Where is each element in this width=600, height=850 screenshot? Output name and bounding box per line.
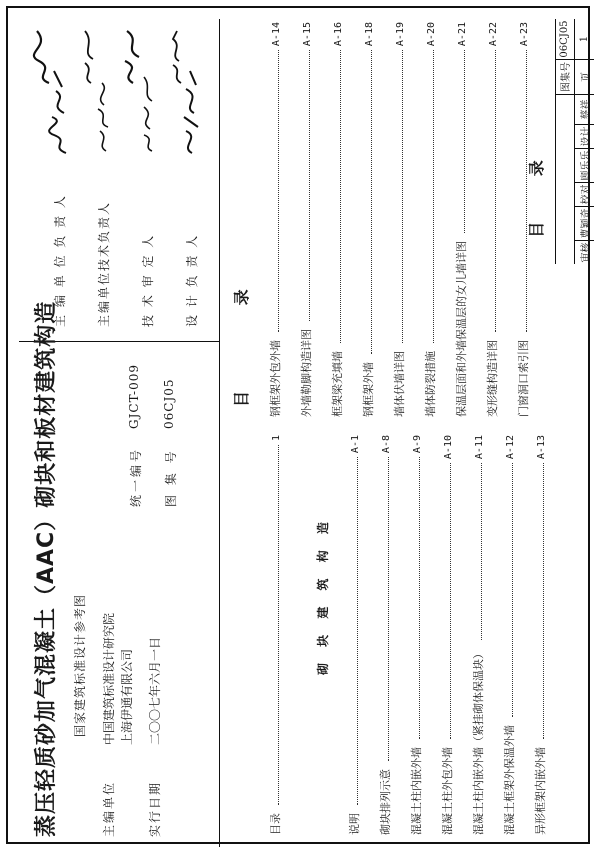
toc-item-title: 混凝土框架外保温外墙	[503, 725, 516, 835]
check-label: 校对	[575, 182, 594, 206]
toc-item-page: A-20	[426, 22, 437, 47]
toc-item-title: 门窗洞口索引图	[517, 340, 530, 417]
person-row	[37, 67, 81, 327]
design-label: 设计	[575, 124, 594, 148]
person-role: 技 术 审 定 人	[140, 233, 155, 327]
page-number: 1	[579, 35, 590, 43]
toc-item-page: A-23	[519, 22, 530, 47]
toc-item-page: 1	[271, 435, 282, 442]
toc-item-page: A-11	[474, 435, 485, 460]
chief-editor-line: 上海伊通有限公司	[120, 648, 134, 745]
toc-item-title: 外墙勒脚构造详图	[300, 329, 313, 417]
toc-item-page: A-10	[443, 435, 454, 460]
toc-item-page: A-12	[505, 435, 516, 460]
review-name: 曹颖奇	[575, 206, 594, 240]
divider-horizontal	[219, 19, 220, 847]
publisher-info	[73, 517, 174, 837]
signature-image	[73, 27, 103, 87]
person-role: 主编单位技术负责人	[96, 200, 111, 327]
toc-item[interactable]	[329, 22, 360, 417]
toc-heading: 目 录	[232, 249, 251, 407]
check-name: 顾乐乐	[575, 148, 594, 182]
signature-image	[117, 27, 147, 87]
unified-number: GJCT-009	[127, 364, 141, 429]
atlas-number: 06CJ05	[162, 378, 176, 429]
toc-item-page: A-14	[271, 22, 282, 47]
implement-label: 实行日期	[148, 780, 162, 837]
design-name: 蔡祥	[575, 94, 594, 124]
title-block-atlas-number: 06CJ05	[559, 20, 570, 58]
toc-item-title: 说明	[348, 813, 361, 835]
toc-item[interactable]	[470, 435, 501, 835]
chief-editor-row	[100, 517, 136, 837]
toc-item-title: 墙体防裂措施	[424, 351, 437, 417]
toc-item-title: 砌块排列示意	[379, 769, 392, 835]
toc-item-page: A-22	[488, 22, 499, 47]
toc-item-title: 框架梁充填墙	[331, 351, 344, 417]
title-block	[526, 19, 593, 264]
drawing-frame	[6, 6, 590, 844]
toc-item[interactable]	[453, 22, 484, 417]
toc-item-title: 异形框架内嵌外墙	[534, 747, 547, 835]
signature-column	[29, 27, 205, 87]
toc-item-title: 钢框架外墙	[362, 362, 375, 417]
toc-item-page: A-1	[350, 435, 361, 454]
toc-item-title: 目录	[269, 813, 282, 835]
toc-item-page: A-15	[302, 22, 313, 47]
sheet-rotated	[19, 19, 593, 847]
title-block-atlas-label: 图集号	[555, 59, 574, 94]
signature-image	[161, 27, 191, 87]
toc-item[interactable]	[422, 22, 453, 417]
toc-item-title: 混凝土柱内嵌外墙	[410, 747, 423, 835]
toc-item[interactable]	[346, 435, 377, 835]
toc-item[interactable]	[501, 435, 532, 835]
toc-item-title: 墙体伏墙详图	[393, 351, 406, 417]
responsible-persons	[37, 67, 213, 327]
toc-item[interactable]	[532, 435, 563, 835]
toc-item-page: A-16	[333, 22, 344, 47]
atlas-number-label: 图 集 号	[164, 448, 178, 507]
person-row	[169, 67, 213, 327]
toc-item-title: 变形缝构造详图	[486, 340, 499, 417]
toc-item-page: A-9	[412, 435, 423, 454]
toc-left-column	[267, 435, 563, 835]
page-label: 页	[575, 59, 594, 94]
chief-editor-line: 中国建筑标准设计研究院	[102, 612, 116, 745]
person-row	[125, 67, 169, 327]
toc-item[interactable]	[267, 22, 298, 417]
review-label: 审核	[575, 240, 594, 264]
document-title: 蒸压轻质砂加气混凝土（AAC）砌块和板材建筑构造	[34, 300, 59, 837]
toc-right-column	[267, 22, 546, 417]
document-codes	[127, 364, 197, 507]
person-row	[81, 67, 125, 327]
implement-date: 二〇〇七年六月一日	[148, 636, 162, 745]
title-block-name: 目 录	[526, 140, 546, 238]
signature-image	[29, 27, 59, 87]
toc-item[interactable]	[439, 435, 470, 835]
reference-note: 国家建筑标准设计参考图	[73, 593, 87, 737]
implement-date-row	[146, 517, 164, 837]
toc-item-title: 混凝土柱内嵌外墙（紧挂砌体保温块）	[472, 648, 485, 835]
person-role: 设 计 负 责 人	[184, 233, 199, 327]
toc-item[interactable]	[391, 22, 422, 417]
chief-editor-label: 主编单位	[102, 780, 116, 837]
toc-section-heading: 砌 块 建 筑 构 造	[315, 516, 330, 675]
toc-item-title: 保温层面和外墙保温层的女儿墙详图	[455, 241, 468, 417]
toc-item[interactable]	[267, 435, 298, 835]
toc-item-page: A-13	[536, 435, 547, 460]
toc-item-page: A-8	[381, 435, 392, 454]
toc-item-page: A-21	[457, 22, 468, 47]
person-role: 主 编 单 位 负 责 人	[52, 194, 67, 327]
toc-item[interactable]	[484, 22, 515, 417]
unified-number-label: 统一编号	[129, 446, 143, 507]
toc-item[interactable]	[408, 435, 439, 835]
toc-item[interactable]	[298, 22, 329, 417]
toc-item-title: 钢框架外包外墙	[269, 340, 282, 417]
toc-item-page: A-19	[395, 22, 406, 47]
toc-item-title: 混凝土柱外包外墙	[441, 747, 454, 835]
toc-item[interactable]	[360, 22, 391, 417]
toc-item-page: A-18	[364, 22, 375, 47]
toc-item[interactable]	[377, 435, 408, 835]
